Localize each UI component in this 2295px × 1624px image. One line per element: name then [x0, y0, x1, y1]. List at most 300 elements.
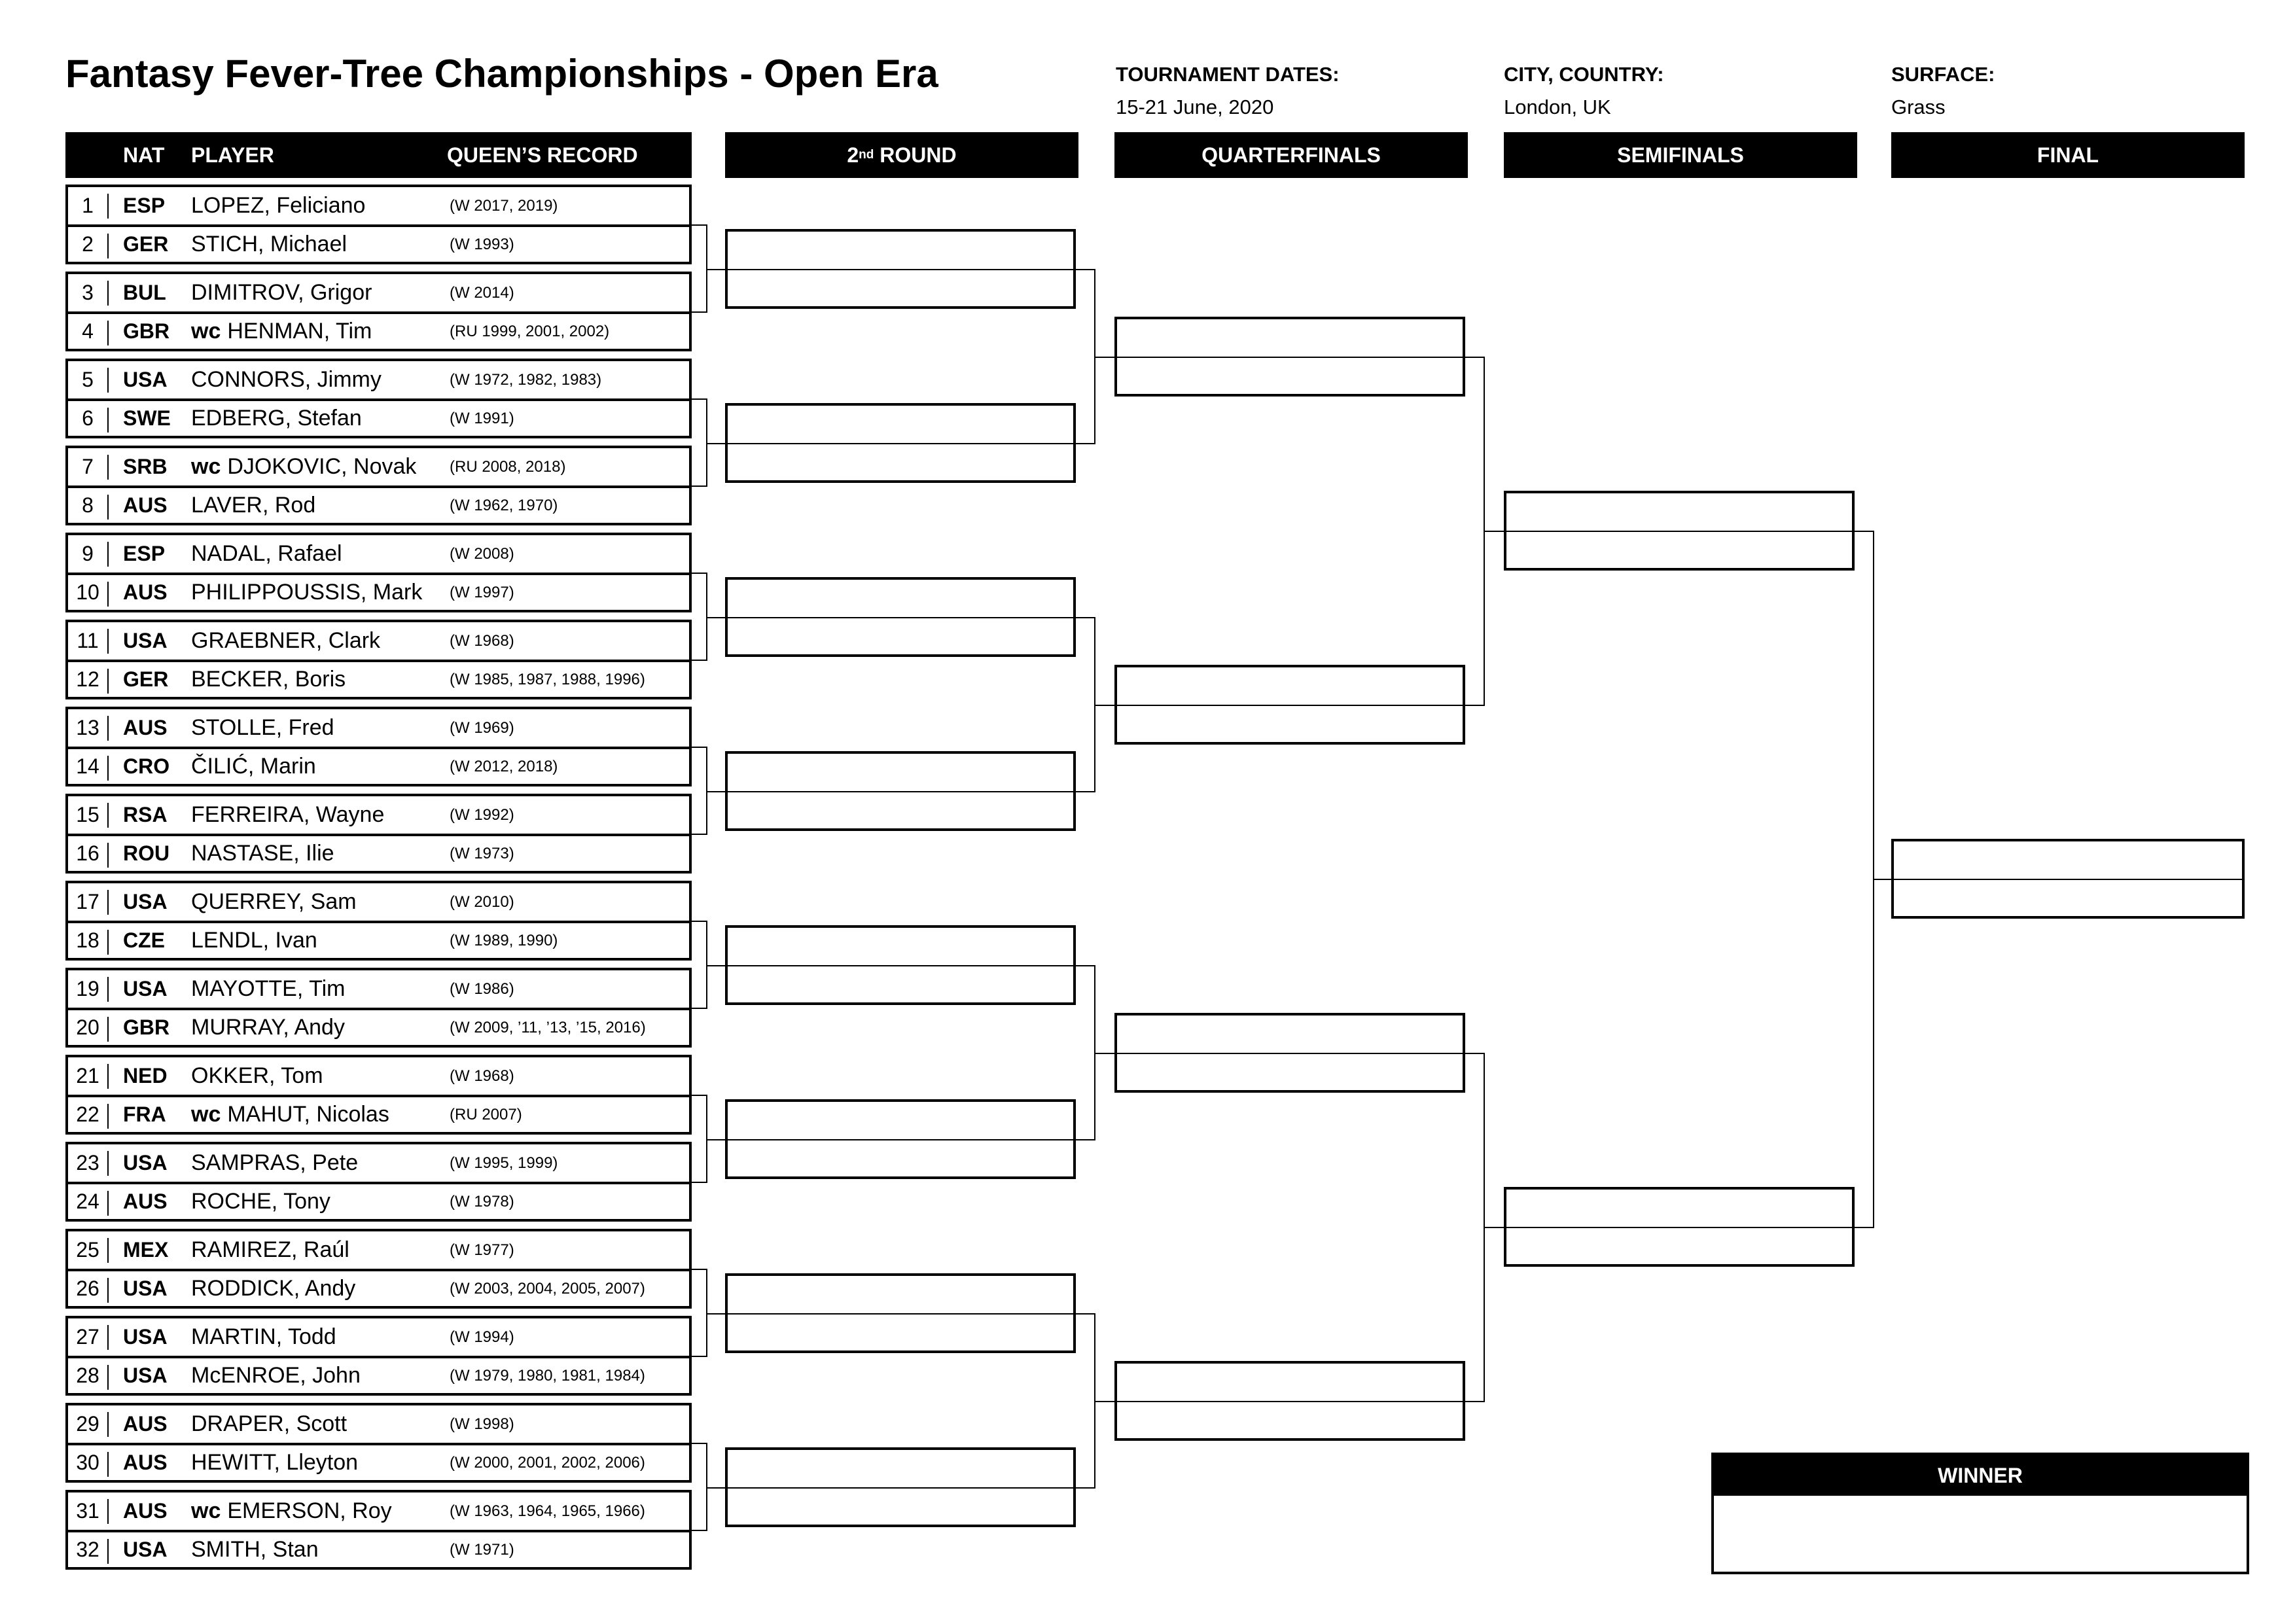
queens-record: (W 1995, 1999): [450, 1154, 558, 1172]
first-round-match: [65, 1490, 692, 1570]
seed-number: 15: [76, 803, 99, 826]
bracket-connector: [707, 965, 725, 966]
slot-divider: [728, 1487, 1073, 1489]
round2-header-number: 2: [847, 143, 859, 167]
round2-header-label: ROUND: [874, 143, 957, 167]
seed-number: 2: [82, 232, 94, 256]
seed-divider: [107, 321, 109, 345]
player-row: [68, 1318, 689, 1356]
nationality-code: AUS: [123, 580, 168, 604]
slot-divider: [728, 269, 1073, 270]
first-round-match: [65, 185, 692, 264]
first-round-match: [65, 620, 692, 699]
player-name: GRAEBNER, Clark: [191, 628, 381, 653]
nationality-code: SRB: [123, 455, 168, 478]
player-row: [68, 1405, 689, 1443]
first-round-match: [65, 1403, 692, 1483]
bracket-connector: [1095, 705, 1114, 706]
seed-divider: [107, 1017, 109, 1042]
nationality-code: AUS: [123, 716, 168, 739]
first-round-match: [65, 1055, 692, 1135]
record-header: QUEEN’S RECORD: [447, 143, 638, 167]
player-name: SMITH, Stan: [191, 1537, 319, 1562]
seed-number: 14: [76, 754, 99, 778]
player-name: LOPEZ, Feliciano: [191, 193, 366, 218]
nat-header: NAT: [123, 143, 165, 167]
second-round-slot[interactable]: [725, 1099, 1076, 1179]
player-cell: [191, 1492, 392, 1530]
player-name: MARTIN, Todd: [191, 1324, 336, 1349]
slot-divider: [1117, 357, 1463, 358]
bracket-connector: [692, 573, 707, 574]
queens-record: (W 2009, ’11, ’13, ’15, 2016): [450, 1018, 646, 1036]
bracket-connector: [707, 1139, 725, 1140]
player-row: [68, 834, 689, 871]
player-cell: [191, 274, 372, 311]
nationality-code: MEX: [123, 1238, 169, 1262]
slot-divider: [1506, 531, 1852, 532]
queens-record: (W 1991): [450, 409, 514, 427]
player-row: [68, 274, 689, 311]
player-name: RAMIREZ, Raúl: [191, 1237, 349, 1262]
seed-number: 20: [76, 1015, 99, 1039]
quarterfinal-slot[interactable]: [1114, 1013, 1465, 1093]
seed-number: 28: [76, 1364, 99, 1387]
seed-divider: [107, 1191, 109, 1216]
first-round-match: [65, 446, 692, 525]
slot-divider: [1117, 705, 1463, 706]
seed-number: 11: [77, 629, 99, 652]
player-name: PHILIPPOUSSIS, Mark: [191, 580, 423, 605]
seed-number: 24: [76, 1190, 99, 1213]
player-cell: [191, 227, 347, 262]
wildcard-tag: wc: [191, 1498, 221, 1523]
bracket-connector: [707, 443, 725, 444]
seed-number: 27: [76, 1325, 99, 1349]
player-cell: [191, 1144, 358, 1182]
seed-divider: [107, 1151, 109, 1176]
queens-record: (W 1992): [450, 805, 514, 824]
tournament-dates-label: TOURNAMENT DATES:: [1116, 63, 1340, 86]
seed-divider: [107, 803, 109, 828]
player-cell: [191, 796, 384, 834]
bracket-connector: [1465, 1401, 1485, 1402]
queens-record: (W 2012, 2018): [450, 757, 558, 775]
bracket-connector: [707, 791, 725, 792]
player-cell: [191, 1318, 336, 1356]
seed-number: 9: [82, 542, 94, 565]
seed-divider: [107, 495, 109, 520]
first-round-match: [65, 794, 692, 874]
player-name: SAMPRAS, Pete: [191, 1150, 359, 1175]
player-name: EDBERG, Stefan: [191, 406, 362, 431]
bracket-connector: [707, 1313, 725, 1315]
seed-divider: [107, 1499, 109, 1524]
queens-record: (RU 2008, 2018): [450, 457, 566, 476]
second-round-slot[interactable]: [725, 229, 1076, 309]
player-name: MAYOTTE, Tim: [191, 976, 346, 1001]
quarterfinals-header: QUARTERFINALS: [1114, 132, 1468, 178]
queens-record: (RU 1999, 2001, 2002): [450, 322, 610, 340]
queens-record: (RU 2007): [450, 1105, 522, 1123]
bracket-connector: [707, 1487, 725, 1489]
nationality-code: ROU: [123, 841, 170, 865]
seed-divider: [107, 890, 109, 915]
first-round-match: [65, 968, 692, 1048]
queens-record: (W 2000, 2001, 2002, 2006): [450, 1453, 645, 1472]
slot-divider: [728, 791, 1073, 792]
bracket-connector: [707, 617, 725, 618]
seed-divider: [107, 1452, 109, 1477]
seed-number: 7: [82, 455, 94, 478]
queens-record: (W 1968): [450, 1067, 514, 1085]
seed-divider: [107, 629, 109, 654]
bracket-connector: [692, 1182, 707, 1183]
bracket-connector: [692, 1443, 707, 1444]
page-title: Fantasy Fever-Tree Championships - Open Era: [65, 52, 938, 96]
player-cell: [191, 1445, 358, 1480]
bracket-connector: [1076, 1313, 1095, 1315]
player-row: [68, 485, 689, 523]
player-cell: [191, 923, 317, 958]
nationality-code: NED: [123, 1064, 168, 1087]
seed-divider: [107, 1104, 109, 1129]
slot-divider: [728, 1139, 1073, 1140]
queens-record: (W 1989, 1990): [450, 931, 558, 949]
second-round-slot[interactable]: [725, 1447, 1076, 1527]
first-round-match: [65, 359, 692, 438]
player-cell: [191, 836, 334, 871]
quarterfinal-slot[interactable]: [1114, 1361, 1465, 1441]
first-round-match: [65, 881, 692, 961]
player-row: [68, 361, 689, 398]
nationality-code: CRO: [123, 754, 170, 778]
bracket-connector: [1874, 879, 1891, 880]
player-name: ROCHE, Tony: [191, 1189, 330, 1214]
seed-number: 4: [82, 319, 94, 343]
seed-number: 17: [76, 890, 99, 913]
second-round-slot[interactable]: [725, 1273, 1076, 1353]
seed-divider: [107, 716, 109, 741]
second-round-slot[interactable]: [725, 925, 1076, 1005]
nationality-code: ESP: [123, 542, 166, 565]
winner-box[interactable]: [1711, 1453, 2249, 1574]
queens-record: (W 2017, 2019): [450, 196, 558, 215]
seed-divider: [107, 669, 109, 694]
seed-divider: [107, 408, 109, 432]
second-round-slot[interactable]: [725, 751, 1076, 831]
city-country-value: London, UK: [1504, 96, 1611, 118]
player-header: PLAYER: [191, 143, 274, 167]
player-cell: [191, 749, 316, 784]
seed-number: 8: [82, 493, 94, 517]
seed-divider: [107, 1325, 109, 1350]
player-row: [68, 1269, 689, 1306]
player-row: [68, 187, 689, 224]
bracket-connector: [707, 269, 725, 270]
player-row: [68, 224, 689, 262]
player-cell: [191, 575, 422, 610]
nationality-code: USA: [123, 890, 168, 913]
bracket-connector: [1855, 531, 1874, 532]
queens-record: (W 1993): [450, 235, 514, 253]
nationality-code: ESP: [123, 194, 166, 217]
bracket-connector: [692, 834, 707, 835]
queens-record: (W 1969): [450, 718, 514, 737]
queens-record: (W 2003, 2004, 2005, 2007): [450, 1279, 645, 1297]
queens-record: (W 1998): [450, 1415, 514, 1433]
queens-record: (W 1978): [450, 1192, 514, 1210]
player-name: QUERREY, Sam: [191, 889, 357, 914]
nationality-code: AUS: [123, 493, 168, 517]
bracket-connector: [692, 311, 707, 313]
player-row: [68, 1144, 689, 1182]
nationality-code: GER: [123, 232, 169, 256]
queens-record: (W 1973): [450, 844, 514, 862]
seed-number: 32: [76, 1538, 99, 1561]
nationality-code: USA: [123, 1277, 168, 1300]
nationality-code: CZE: [123, 928, 165, 952]
seed-number: 13: [76, 716, 99, 739]
seed-divider: [107, 1539, 109, 1564]
bracket-connector: [1076, 269, 1095, 270]
nationality-code: USA: [123, 629, 168, 652]
player-row: [68, 1095, 689, 1132]
player-row: [68, 448, 689, 485]
first-round-match: [65, 707, 692, 786]
bracket-connector: [1485, 1227, 1504, 1228]
wildcard-tag: wc: [191, 1102, 221, 1127]
player-cell: [191, 535, 342, 573]
surface-value: Grass: [1891, 96, 1946, 118]
nationality-code: AUS: [123, 1190, 168, 1213]
player-row: [68, 1492, 689, 1530]
quarterfinal-slot[interactable]: [1114, 665, 1465, 745]
player-name: CONNORS, Jimmy: [191, 367, 382, 392]
player-row: [68, 1231, 689, 1269]
player-cell: [191, 662, 346, 697]
bracket-connector: [692, 1269, 707, 1270]
slot-divider: [728, 443, 1073, 444]
seed-number: 12: [76, 667, 99, 691]
queens-record: (W 1977): [450, 1241, 514, 1259]
player-cell: [191, 1097, 389, 1132]
final-slot[interactable]: [1891, 839, 2245, 919]
player-cell: [191, 361, 382, 398]
player-name: LENDL, Ivan: [191, 928, 317, 953]
queens-record: (W 1979, 1980, 1981, 1984): [450, 1366, 645, 1385]
seed-divider: [107, 756, 109, 781]
nationality-code: USA: [123, 1538, 168, 1561]
seed-number: 18: [76, 928, 99, 952]
player-cell: [191, 883, 357, 921]
bracket-connector: [1095, 1401, 1114, 1402]
player-name: BECKER, Boris: [191, 667, 346, 692]
nationality-code: AUS: [123, 1451, 168, 1474]
bracket-connector: [1076, 617, 1095, 618]
nationality-code: GBR: [123, 1015, 170, 1039]
player-row: [68, 1057, 689, 1095]
queens-record: (W 1997): [450, 583, 514, 601]
player-row: [68, 747, 689, 784]
second-round-slot[interactable]: [725, 403, 1076, 483]
player-name: OKKER, Tom: [191, 1063, 323, 1088]
nationality-code: RSA: [123, 803, 168, 826]
slot-divider: [1117, 1401, 1463, 1402]
seed-number: 31: [76, 1499, 99, 1523]
slot-divider: [728, 965, 1073, 966]
nationality-code: USA: [123, 1364, 168, 1387]
winner-label: WINNER: [1714, 1455, 2247, 1496]
player-cell: [191, 1184, 330, 1219]
seed-number: 16: [76, 841, 99, 865]
player-name: HENMAN, Tim: [227, 319, 372, 344]
semifinal-slot[interactable]: [1504, 491, 1855, 571]
bracket-connector: [692, 747, 707, 748]
bracket-connector: [692, 398, 707, 400]
seed-number: 19: [76, 977, 99, 1000]
seed-divider: [107, 843, 109, 868]
seed-divider: [107, 1064, 109, 1089]
player-row: [68, 1443, 689, 1480]
city-country-label: CITY, COUNTRY:: [1504, 63, 1664, 86]
queens-record: (W 1962, 1970): [450, 496, 558, 514]
player-row: [68, 709, 689, 747]
player-name: FERREIRA, Wayne: [191, 802, 385, 827]
bracket-connector: [692, 660, 707, 661]
nationality-code: USA: [123, 977, 168, 1000]
seed-divider: [107, 1365, 109, 1390]
seed-number: 21: [76, 1064, 99, 1087]
second-round-slot[interactable]: [725, 577, 1076, 657]
player-cell: [191, 187, 365, 224]
seed-number: 30: [76, 1451, 99, 1474]
seed-number: 29: [76, 1412, 99, 1436]
player-cell: [191, 622, 380, 660]
bracket-connector: [1465, 705, 1485, 706]
player-cell: [191, 1358, 361, 1393]
player-row: [68, 398, 689, 436]
bracket-connector: [1076, 1139, 1095, 1140]
seed-divider: [107, 455, 109, 480]
seed-divider: [107, 542, 109, 567]
player-name: NADAL, Rafael: [191, 541, 342, 566]
player-row: [68, 573, 689, 610]
player-row: [68, 1356, 689, 1393]
first-round-match: [65, 1142, 692, 1222]
bracket-connector: [1465, 1053, 1485, 1054]
seed-divider: [107, 234, 109, 258]
bracket-connector: [1076, 965, 1095, 966]
seed-number: 10: [76, 580, 99, 604]
slot-divider: [728, 1313, 1073, 1315]
bracket-connector: [692, 1530, 707, 1531]
seed-divider: [107, 368, 109, 393]
bracket-connector: [692, 1356, 707, 1357]
player-row: [68, 622, 689, 660]
first-round-match: [65, 1229, 692, 1309]
player-row: [68, 660, 689, 697]
player-cell: [191, 488, 315, 523]
player-row: [68, 1182, 689, 1219]
nationality-code: BUL: [123, 281, 166, 304]
seed-number: 1: [82, 194, 94, 217]
slot-divider: [1506, 1227, 1852, 1228]
player-name: HEWITT, Lleyton: [191, 1450, 359, 1475]
seed-number: 25: [76, 1238, 99, 1262]
player-cell: [191, 1231, 349, 1269]
seed-divider: [107, 281, 109, 306]
quarterfinal-slot[interactable]: [1114, 317, 1465, 397]
slot-divider: [1117, 1053, 1463, 1054]
player-name: DIMITROV, Grigor: [191, 280, 372, 305]
tournament-dates-value: 15-21 June, 2020: [1116, 96, 1274, 118]
nationality-code: USA: [123, 1151, 168, 1174]
player-cell: [191, 1057, 323, 1095]
queens-record: (W 1972, 1982, 1983): [450, 370, 602, 389]
player-cell: [191, 401, 362, 436]
queens-record: (W 1971): [450, 1540, 514, 1559]
wildcard-tag: wc: [191, 319, 221, 344]
seed-number: 3: [82, 281, 94, 304]
first-round-match: [65, 272, 692, 351]
bracket-connector: [692, 1095, 707, 1096]
bracket-connector: [1076, 443, 1095, 444]
bracket-connector: [1485, 531, 1504, 532]
player-cell: [191, 448, 416, 485]
first-round-match: [65, 533, 692, 612]
bracket-connector: [692, 921, 707, 922]
nationality-code: USA: [123, 368, 168, 391]
draw-header: [65, 132, 692, 178]
seed-divider: [107, 1412, 109, 1437]
nationality-code: AUS: [123, 1412, 168, 1436]
player-row: [68, 1530, 689, 1567]
queens-record: (W 2010): [450, 892, 514, 911]
seed-divider: [107, 1238, 109, 1263]
player-name: DJOKOVIC, Novak: [227, 454, 417, 479]
player-row: [68, 970, 689, 1008]
queens-record: (W 2008): [450, 544, 514, 563]
seed-divider: [107, 1278, 109, 1303]
player-name: MURRAY, Andy: [191, 1015, 345, 1040]
player-row: [68, 921, 689, 958]
player-cell: [191, 1405, 347, 1443]
player-name: DRAPER, Scott: [191, 1411, 347, 1436]
seed-number: 23: [76, 1151, 99, 1174]
player-name: McENROE, John: [191, 1363, 361, 1388]
player-cell: [191, 1010, 345, 1045]
player-name: ČILIĆ, Marin: [191, 754, 316, 779]
queens-record: (W 1963, 1964, 1965, 1966): [450, 1502, 645, 1520]
player-row: [68, 883, 689, 921]
nationality-code: FRA: [123, 1103, 166, 1126]
player-cell: [191, 970, 345, 1008]
bracket-connector: [692, 1008, 707, 1009]
semifinal-slot[interactable]: [1504, 1187, 1855, 1267]
round2-header-suffix-sup: nd: [859, 148, 874, 162]
queens-record: (W 1986): [450, 980, 514, 998]
seed-number: 6: [82, 406, 94, 430]
bracket-connector: [692, 485, 707, 487]
surface-label: SURFACE:: [1891, 63, 1995, 86]
player-row: [68, 1008, 689, 1045]
queens-record: (W 2014): [450, 283, 514, 302]
player-cell: [191, 1532, 319, 1567]
nationality-code: SWE: [123, 406, 171, 430]
seed-number: 22: [76, 1103, 99, 1126]
player-row: [68, 535, 689, 573]
